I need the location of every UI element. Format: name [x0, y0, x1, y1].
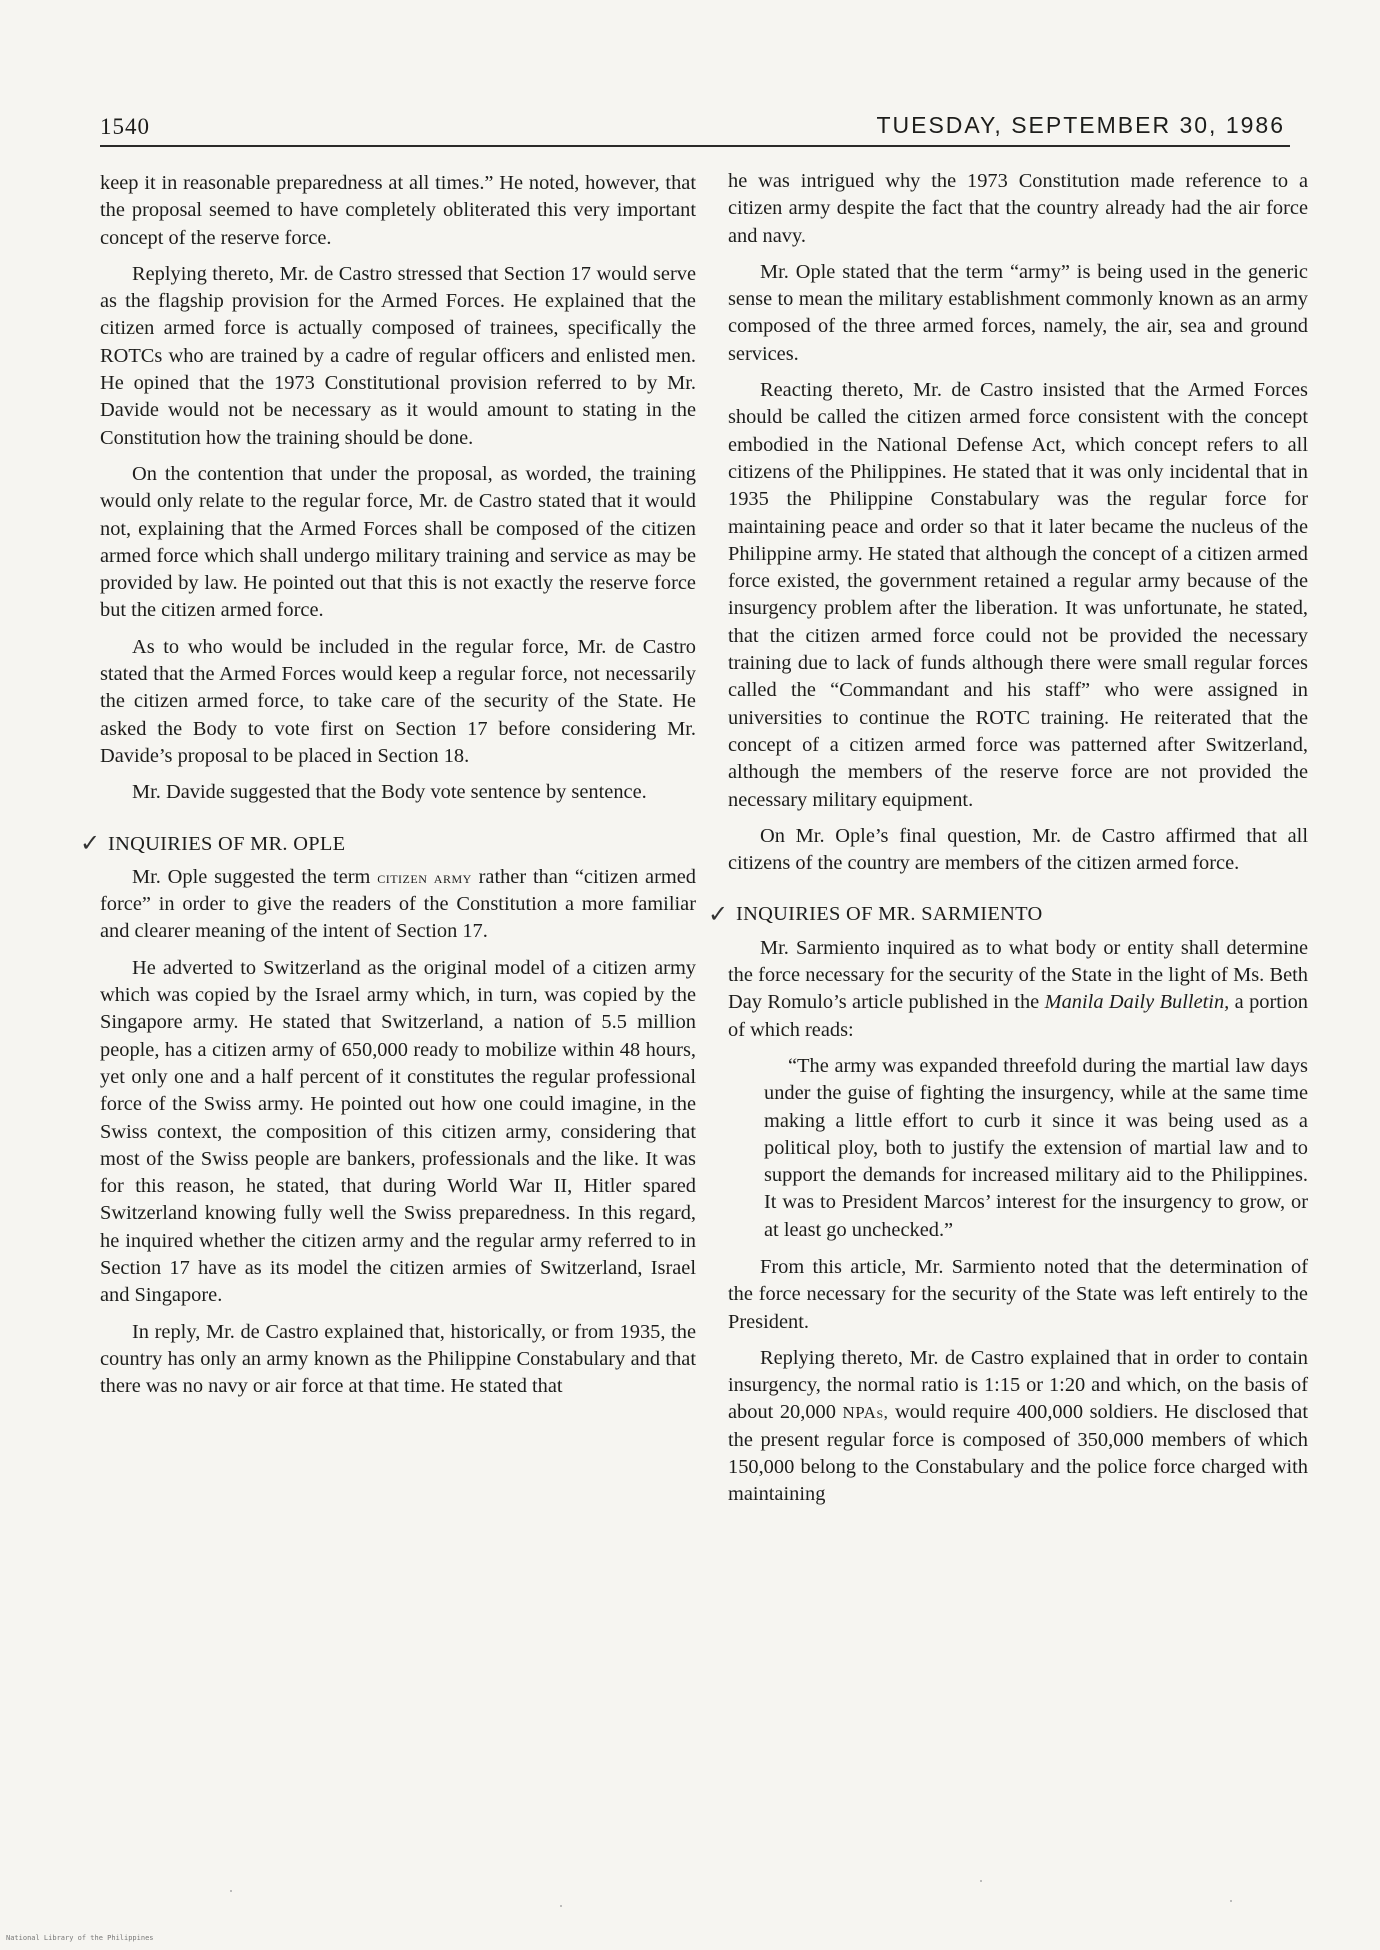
paragraph: Mr. Davide suggested that the Body vote sentence by sentence. — [132, 781, 647, 804]
paragraph: On the contention that under the proposal, as worded, the training would only relate to the regular force, Mr. de Castro stated that it would not, explaining that the Armed Forces shall be composed of the citizen armed force which shall undergo military training and service as may be provided by law. He pointed out that this is not exactly the reserve force but the citizen armed force. — [100, 462, 696, 622]
text-run: Mr. Ople suggested the term — [132, 865, 371, 888]
paragraph: He adverted to Switzerland as the original model of a citizen army which was copied by the Israel army which, in turn, was copied by the Singapore army. He stated that Switzerland, a nation of 5.5 million people, has a citizen army of 650,000 ready to mobilize within 48 hours, yet only one and a half percent of it constitutes the regular professional force of the Swiss army. He pointed out how one could imagine, in the Swiss context, the composition of this citizen army, considering that most of the Swiss people are bankers, professionals and the like. It was for this reason, he stated, that during World War II, Hitler spared Switzerland knowing fully well the Swiss preparedness. In this regard, he inquired whether the citizen army and the regular army referred to in Section 17 have as its model the citizen armies of Switzerland, Israel and Singapore. — [100, 956, 696, 1307]
checkmark-icon: ✓ — [80, 831, 101, 858]
text-run: rather than “citizen armed force” in order to give the readers of the Constitution a more familiar and clearer meaning of the intent of Section 17. — [100, 865, 696, 943]
block-quote: “The army was expanded threefold during the martial law days under the guise of fighting the insurgency, while at the same time making a little effort to curb it since it was being used as a political ploy, both to justify the extension of martial law and to support the demands for increased military aid to the Philippines. It was to President Marcos’ interest for the insurgency to grow, or at least go unchecked.” — [764, 1054, 1308, 1241]
paragraph — [100, 864, 696, 946]
small-caps-term: NPAs, — [842, 1403, 889, 1423]
publication-title: Manila Daily Bulletin, — [1044, 991, 1230, 1014]
text-run: Replying thereto, Mr. de Castro explained that in order to contain insurgency, the normal ratio is 1:15 or 1:20 and which, on the basis of about 20,000 — [728, 1346, 1308, 1424]
paragraph: From this article, Mr. Sarmiento noted that the determination of the force necessary for the security of the State was left entirely to the President. — [728, 1255, 1308, 1333]
paragraph — [728, 1345, 1308, 1509]
paragraph: Replying thereto, Mr. de Castro stressed that Section 17 would serve as the flagship provision for the Armed Forces. He explained that the citizen armed force is actually composed of trainees, specifically the ROTCs who are trained by a cadre of regular officers and enlisted men. He opined that the 1973 Constitutional provision referred to by Mr. Davide would not be necessary as it would amount to stating in the Constitution how the training should be done. — [100, 262, 696, 449]
paragraph — [728, 935, 1308, 1044]
paragraph: On Mr. Ople’s final question, Mr. de Castro affirmed that all citizens of the country are members of the citizen armed force. — [728, 824, 1308, 875]
paragraph: In reply, Mr. de Castro explained that, historically, or from 1935, the country has only an army known as the Philippine Constabulary and that there was no navy or air force at that time. He stated that — [100, 1320, 696, 1398]
left-column — [80, 170, 696, 1409]
heading-text: INQUIRIES OF MR. SARMIENTO — [736, 903, 1043, 926]
paragraph: keep it in reasonable preparedness at all times.” He noted, however, that the proposal seemed to have completely obliterated this very important concept of the reserve force. — [100, 172, 696, 249]
text-run: Mr. Sarmiento inquired as to what body or entity shall determine the force necessary for the security of the State in the light of Ms. Beth Day Romulo’s article published in the — [728, 936, 1308, 1014]
scan-speck — [560, 1905, 562, 1907]
scan-speck — [980, 1880, 982, 1882]
heading-text: INQUIRIES OF MR. OPLE — [108, 832, 346, 855]
page-date: TUESDAY, SEPTEMBER 30, 1986 — [876, 112, 1285, 138]
paragraph: Mr. Ople stated that the term “army” is being used in the generic sense to mean the military establishment commonly known as an army composed of the three armed forces, namely, the air, sea and ground services. — [728, 260, 1308, 365]
checkmark-icon: ✓ — [708, 902, 729, 929]
page-number: 1540 — [100, 114, 150, 139]
small-caps-term: citizen army — [377, 867, 472, 887]
paragraph: As to who would be included in the regular force, Mr. de Castro stated that the Armed Forces would keep a regular force, not necessarily the citizen armed force, to take care of the security of the State. He asked the Body to vote first on Section 17 before considering Mr. Davide’s proposal to be placed in Section 18. — [100, 635, 696, 767]
paragraph: he was intrigued why the 1973 Constitution made reference to a citizen army despite the fact that the country already had the air force and navy. — [728, 170, 1308, 247]
header-rule — [100, 145, 1290, 147]
scan-speck — [1230, 1900, 1232, 1902]
section-heading — [708, 901, 1308, 929]
text-run: would require 400,000 soldiers. He disclosed that the present regular force is composed of 350,000 members of which 150,000 belong to the Constabulary and the police force charged with maintaining — [728, 1401, 1308, 1506]
paragraph: Reacting thereto, Mr. de Castro insisted that the Armed Forces should be called the citizen armed force consistent with the concept embodied in the National Defense Act, which concept refers to all citizens of the Philippines. He stated that it was only incidental that in 1935 the Philippine Constabulary was the regular force for maintaining peace and order so that it later became the nucleus of the Philippine army. He stated that although the concept of a citizen armed force existed, the government retained a regular army because of the insurgency problem after the liberation. It was unfortunate, he stated, that the citizen armed force could not be provided the necessary training due to lack of funds although there were small regular forces called the “Commandant and his staff” who were assigned in universities to continue the ROTC training. He reiterated that the concept of a citizen armed force was patterned after Switzerland, although the members of the reserve force are not provided the necessary military equipment. — [728, 379, 1308, 811]
scan-footer-note: National Library of the Philippines — [6, 1934, 154, 1942]
section-heading — [80, 831, 696, 858]
right-column — [708, 168, 1308, 1518]
scan-speck — [230, 1890, 232, 1892]
text-run: a portion of which reads: — [728, 991, 1308, 1041]
